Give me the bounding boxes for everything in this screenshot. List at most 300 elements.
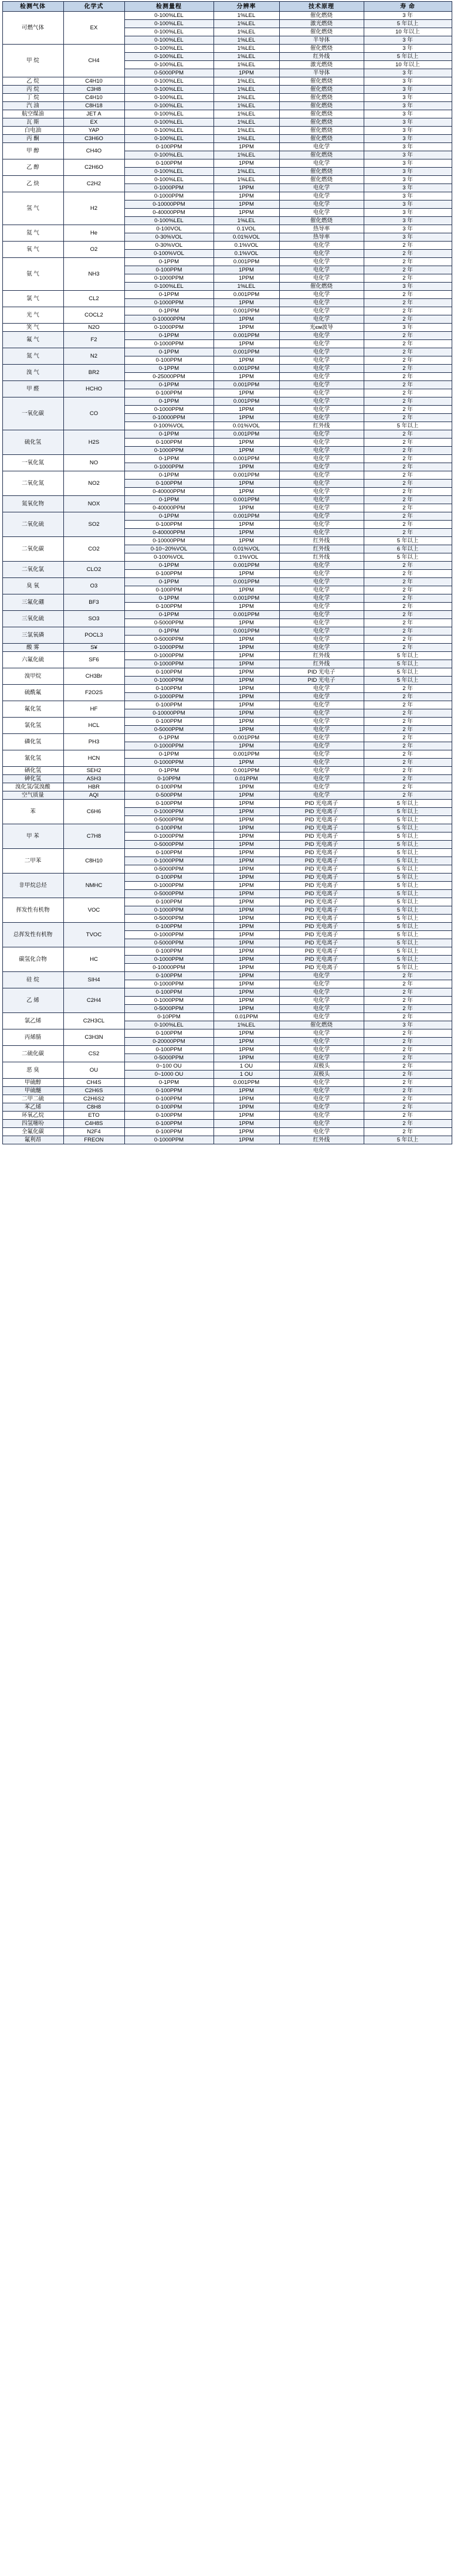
technology-cell: 电化学 <box>279 570 364 578</box>
detection-range-cell: 0-5000PPM <box>124 69 214 77</box>
life-cell: 2 年 <box>364 1013 452 1021</box>
detection-range-cell: 0-10PPM <box>124 1013 214 1021</box>
life-cell: 10 年以上 <box>364 28 452 36</box>
detection-range-cell: 0-5000PPM <box>124 1005 214 1013</box>
resolution-cell: 1PPM <box>214 340 279 348</box>
life-cell: 2 年 <box>364 1103 452 1112</box>
life-cell: 2 年 <box>364 488 452 496</box>
detection-range-cell: 0-1000PPM <box>124 759 214 767</box>
life-cell: 2 年 <box>364 430 452 439</box>
life-cell: 2 年 <box>364 791 452 800</box>
chemical-formula-cell: NOX <box>63 496 124 512</box>
life-cell: 5 年以上 <box>364 923 452 931</box>
resolution-cell: 1PPM <box>214 480 279 488</box>
resolution-cell: 0.1%VOL <box>214 553 279 562</box>
gas-name-cell: 三氟化硼 <box>2 594 63 611</box>
detection-range-cell: 0-5000PPM <box>124 619 214 627</box>
detection-range-cell: 0-1PPM <box>124 291 214 299</box>
technology-cell: 电化学 <box>279 332 364 340</box>
detection-range-cell: 0-100PPM <box>124 800 214 808</box>
technology-cell: 电化学 <box>279 1128 364 1136</box>
resolution-cell: 1PPM <box>214 315 279 324</box>
detection-range-cell: 0-10PPM <box>124 775 214 783</box>
gas-name-cell: 氯乙烯 <box>2 1013 63 1029</box>
technology-cell: 半导体 <box>279 69 364 77</box>
technology-cell: 光єм波导 <box>279 324 364 332</box>
table-row <box>2 988 452 997</box>
technology-cell: 电化学 <box>279 480 364 488</box>
technology-cell: 催化燃烧 <box>279 28 364 36</box>
life-cell: 5 年以上 <box>364 53 452 61</box>
gas-detection-table-page <box>0 1 454 1144</box>
gas-name-cell: 可燃气体 <box>2 12 63 45</box>
table-header-row <box>2 2 452 12</box>
gas-name-cell: 氯化氢 <box>2 718 63 734</box>
detection-range-cell: 0-1000PPM <box>124 1136 214 1144</box>
table-row <box>2 159 452 168</box>
life-cell: 5 年以上 <box>364 898 452 906</box>
detection-range-cell: 0-1PPM <box>124 627 214 635</box>
resolution-cell: 1PPM <box>214 1112 279 1120</box>
resolution-cell: 1PPM <box>214 874 279 882</box>
chemical-formula-cell: CLO2 <box>63 562 124 578</box>
gas-name-cell: 六氟化硫 <box>2 652 63 668</box>
detection-range-cell: 0-100%LEL <box>124 217 214 225</box>
detection-range-cell: 0-1PPM <box>124 381 214 389</box>
detection-range-cell: 0-1000PPM <box>124 956 214 964</box>
life-cell: 3 年 <box>364 200 452 209</box>
detection-range-cell: 0-100PPM <box>124 586 214 594</box>
technology-cell: 电化学 <box>279 775 364 783</box>
gas-name-cell: 一氧化氮 <box>2 455 63 471</box>
life-cell: 5 年以上 <box>364 537 452 545</box>
detection-range-cell: 0-1000PPM <box>124 980 214 988</box>
life-cell: 2 年 <box>364 274 452 283</box>
chemical-formula-cell: O2 <box>63 242 124 258</box>
technology-cell: 电化学 <box>279 734 364 742</box>
gas-name-cell: 甲 醛 <box>2 381 63 397</box>
resolution-cell: 1%LEL <box>214 168 279 176</box>
technology-cell: 双极头 <box>279 1062 364 1070</box>
resolution-cell: 1PPM <box>214 939 279 947</box>
chemical-formula-cell: He <box>63 225 124 242</box>
chemical-formula-cell: O3 <box>63 578 124 594</box>
life-cell: 2 年 <box>364 414 452 422</box>
detection-range-cell: 0-100PPM <box>124 718 214 726</box>
technology-cell: 电化学 <box>279 315 364 324</box>
gas-name-cell: 乙 烷 <box>2 77 63 86</box>
gas-name-cell: 酸 雾 <box>2 644 63 652</box>
life-cell: 5 年以上 <box>364 906 452 915</box>
resolution-cell: 1PPM <box>214 898 279 906</box>
life-cell: 2 年 <box>364 439 452 447</box>
life-cell: 5 年以上 <box>364 832 452 841</box>
table-row <box>2 537 452 545</box>
technology-cell: 热导率 <box>279 233 364 242</box>
technology-cell: 电化学 <box>279 759 364 767</box>
chemical-formula-cell: HCL <box>63 718 124 734</box>
resolution-cell: 0.001PPM <box>214 430 279 439</box>
life-cell: 2 年 <box>364 619 452 627</box>
resolution-cell: 1%LEL <box>214 151 279 159</box>
detection-range-cell: 0-100PPM <box>124 159 214 168</box>
technology-cell: PID 光电离子 <box>279 816 364 824</box>
detection-range-cell: 0-100%LEL <box>124 168 214 176</box>
life-cell: 2 年 <box>364 1120 452 1128</box>
technology-cell: 催化燃烧 <box>279 110 364 118</box>
resolution-cell: 0.001PPM <box>214 381 279 389</box>
resolution-cell: 0.001PPM <box>214 258 279 266</box>
resolution-cell: 0.001PPM <box>214 397 279 406</box>
resolution-cell: 1PPM <box>214 800 279 808</box>
detection-range-cell: 0-10000PPM <box>124 709 214 718</box>
life-cell: 5 年以上 <box>364 816 452 824</box>
chemical-formula-cell: C8H8 <box>63 1103 124 1112</box>
technology-cell: 电化学 <box>279 988 364 997</box>
chemical-formula-cell: C4H8S <box>63 1120 124 1128</box>
detection-range-cell: 0-10000PPM <box>124 200 214 209</box>
technology-cell: PID 光电离子 <box>279 939 364 947</box>
table-row <box>2 972 452 980</box>
detection-range-cell: 0-1000PPM <box>124 693 214 701</box>
chemical-formula-cell: SO3 <box>63 611 124 627</box>
life-cell: 2 年 <box>364 611 452 619</box>
resolution-cell: 1PPM <box>214 406 279 414</box>
technology-cell: 催化燃烧 <box>279 45 364 53</box>
table-row <box>2 1095 452 1103</box>
detection-range-cell: 0-100PPM <box>124 923 214 931</box>
detection-range-cell: 0-1PPM <box>124 611 214 619</box>
life-cell: 5 年以上 <box>364 808 452 816</box>
detection-range-cell: 0-1PPM <box>124 562 214 570</box>
detection-range-cell: 0-10000PPM <box>124 414 214 422</box>
technology-cell: 电化学 <box>279 496 364 504</box>
life-cell: 2 年 <box>364 726 452 734</box>
detection-range-cell: 0-5000PPM <box>124 635 214 644</box>
resolution-cell: 1PPM <box>214 947 279 956</box>
technology-cell: 红外线 <box>279 660 364 668</box>
detection-range-cell: 0-1PPM <box>124 512 214 521</box>
life-cell: 5 年以上 <box>364 660 452 668</box>
gas-name-cell: 磷化氢 <box>2 734 63 750</box>
life-cell: 2 年 <box>364 1029 452 1038</box>
life-cell: 2 年 <box>364 1112 452 1120</box>
life-cell: 2 年 <box>364 1070 452 1079</box>
chemical-formula-cell: YAP <box>63 127 124 135</box>
technology-cell: 催化燃烧 <box>279 1021 364 1029</box>
technology-cell: 电化学 <box>279 1112 364 1120</box>
detection-range-cell: 0-5000PPM <box>124 915 214 923</box>
detection-range-cell: 0-5000PPM <box>124 726 214 734</box>
detection-range-cell: 0-100%LEL <box>124 77 214 86</box>
gas-name-cell: 溴化氢/氢溴酸 <box>2 783 63 791</box>
gas-name-cell: 甲 烷 <box>2 45 63 77</box>
resolution-cell: 1PPM <box>214 1005 279 1013</box>
gas-name-cell: 恶 臭 <box>2 1062 63 1079</box>
resolution-cell: 1%LEL <box>214 135 279 143</box>
table-row <box>2 143 452 151</box>
detection-range-cell: 0-100%LEL <box>124 86 214 94</box>
detection-range-cell: 0-1000PPM <box>124 340 214 348</box>
detection-range-cell: 0-100PPM <box>124 988 214 997</box>
technology-cell: 电化学 <box>279 439 364 447</box>
table-row <box>2 192 452 200</box>
resolution-cell: 0.001PPM <box>214 455 279 463</box>
detection-range-cell: 0-100PPM <box>124 1120 214 1128</box>
table-row <box>2 102 452 110</box>
life-cell: 2 年 <box>364 242 452 250</box>
life-cell: 2 年 <box>364 381 452 389</box>
resolution-cell: 1%LEL <box>214 102 279 110</box>
chemical-formula-cell: C2H3CL <box>63 1013 124 1029</box>
technology-cell: 红外线 <box>279 545 364 553</box>
chemical-formula-cell: C4H10 <box>63 94 124 102</box>
technology-cell: 电化学 <box>279 980 364 988</box>
resolution-cell: 1PPM <box>214 988 279 997</box>
technology-cell: 电化学 <box>279 586 364 594</box>
table-row <box>2 118 452 127</box>
resolution-cell: 1PPM <box>214 1128 279 1136</box>
life-cell: 5 年以上 <box>364 964 452 972</box>
life-cell: 2 年 <box>364 1054 452 1062</box>
technology-cell: 催化燃烧 <box>279 176 364 184</box>
resolution-cell: 1PPM <box>214 824 279 832</box>
life-cell: 5 年以上 <box>364 20 452 28</box>
technology-cell: 催化燃烧 <box>279 283 364 291</box>
technology-cell: PID 光电离子 <box>279 824 364 832</box>
detection-range-cell: 0-10~20%VOL <box>124 545 214 553</box>
technology-cell: PID 光电离子 <box>279 915 364 923</box>
life-cell: 5 年以上 <box>364 422 452 430</box>
resolution-cell: 1PPM <box>214 906 279 915</box>
resolution-cell: 1PPM <box>214 1029 279 1038</box>
life-cell: 2 年 <box>364 709 452 718</box>
gas-name-cell: 丙 烷 <box>2 86 63 94</box>
resolution-cell: 1PPM <box>214 414 279 422</box>
technology-cell: 电化学 <box>279 258 364 266</box>
detection-range-cell: 0-1000PPM <box>124 857 214 865</box>
life-cell: 5 年以上 <box>364 939 452 947</box>
technology-cell: 电化学 <box>279 1120 364 1128</box>
technology-cell: 红外线 <box>279 537 364 545</box>
life-cell: 2 年 <box>364 365 452 373</box>
table-row <box>2 324 452 332</box>
life-cell: 2 年 <box>364 1062 452 1070</box>
technology-cell: PID 光电离子 <box>279 947 364 956</box>
life-cell: 2 年 <box>364 603 452 611</box>
detection-range-cell: 0-100%LEL <box>124 61 214 69</box>
detection-range-cell: 0-25000PPM <box>124 373 214 381</box>
resolution-cell: 1PPM <box>214 619 279 627</box>
technology-cell: 催化燃烧 <box>279 135 364 143</box>
technology-cell: 电化学 <box>279 718 364 726</box>
gas-name-cell: 硒化氢 <box>2 767 63 775</box>
technology-cell: PID 光电离子 <box>279 956 364 964</box>
resolution-cell: 1%LEL <box>214 110 279 118</box>
resolution-cell: 1PPM <box>214 488 279 496</box>
life-cell: 2 年 <box>364 718 452 726</box>
life-cell: 10 年以上 <box>364 61 452 69</box>
gas-name-cell: 二氧化氯 <box>2 562 63 578</box>
technology-cell: 催化燃烧 <box>279 86 364 94</box>
life-cell: 2 年 <box>364 471 452 480</box>
technology-cell: 电化学 <box>279 701 364 709</box>
table-row <box>2 1079 452 1087</box>
life-cell: 5 年以上 <box>364 915 452 923</box>
detection-range-cell: 0-1000PPM <box>124 299 214 307</box>
resolution-cell: 0.001PPM <box>214 734 279 742</box>
life-cell: 5 年以上 <box>364 668 452 677</box>
gas-name-cell: 一氧化碳 <box>2 397 63 430</box>
detection-range-cell: 0-100PPM <box>124 1046 214 1054</box>
technology-cell: 电化学 <box>279 1054 364 1062</box>
resolution-cell: 1PPM <box>214 570 279 578</box>
life-cell: 3 年 <box>364 118 452 127</box>
resolution-cell: 1PPM <box>214 143 279 151</box>
technology-cell: 激光燃烧 <box>279 20 364 28</box>
technology-cell: 电化学 <box>279 266 364 274</box>
detection-range-cell: 0-1PPM <box>124 307 214 315</box>
technology-cell: 半导体 <box>279 36 364 45</box>
detection-range-cell: 0-1000PPM <box>124 463 214 471</box>
resolution-cell: 1PPM <box>214 447 279 455</box>
life-cell: 2 年 <box>364 1005 452 1013</box>
resolution-cell: 1PPM <box>214 463 279 471</box>
technology-cell: 电化学 <box>279 389 364 397</box>
detection-range-cell: 0-500PPM <box>124 791 214 800</box>
technology-cell: 催化燃烧 <box>279 94 364 102</box>
gas-name-cell: 氟 气 <box>2 332 63 348</box>
table-row <box>2 1112 452 1120</box>
resolution-cell: 1PPM <box>214 832 279 841</box>
table-row <box>2 225 452 233</box>
technology-cell: 电化学 <box>279 512 364 521</box>
table-row <box>2 947 452 956</box>
life-cell: 2 年 <box>364 562 452 570</box>
gas-name-cell: 氟化氢 <box>2 701 63 718</box>
detection-range-cell: 0-1000PPM <box>124 447 214 455</box>
gas-name-cell: 二硫化碳 <box>2 1046 63 1062</box>
life-cell: 2 年 <box>364 356 452 365</box>
resolution-cell: 0.001PPM <box>214 365 279 373</box>
resolution-cell: 1%LEL <box>214 28 279 36</box>
resolution-cell: 1 OU <box>214 1062 279 1070</box>
chemical-formula-cell: NO2 <box>63 471 124 496</box>
resolution-cell: 0.001PPM <box>214 1079 279 1087</box>
gas-name-cell: 氯 气 <box>2 291 63 307</box>
resolution-cell: 1%LEL <box>214 12 279 20</box>
life-cell: 5 年以上 <box>364 956 452 964</box>
life-cell: 3 年 <box>364 94 452 102</box>
technology-cell: 电化学 <box>279 750 364 759</box>
resolution-cell: 1PPM <box>214 980 279 988</box>
table-row <box>2 291 452 299</box>
resolution-cell: 1PPM <box>214 200 279 209</box>
chemical-formula-cell: C4H10 <box>63 77 124 86</box>
gas-name-cell: 三氧化硫 <box>2 611 63 627</box>
detection-range-cell: 0-100PPM <box>124 874 214 882</box>
gas-name-cell: 三氯氧磷 <box>2 627 63 644</box>
detection-range-cell: 0-1PPM <box>124 594 214 603</box>
gas-name-cell: 汽 油 <box>2 102 63 110</box>
life-cell: 2 年 <box>364 504 452 512</box>
resolution-cell: 1%LEL <box>214 86 279 94</box>
table-row <box>2 12 452 20</box>
technology-cell: 催化燃烧 <box>279 151 364 159</box>
gas-name-cell: 丁 烷 <box>2 94 63 102</box>
technology-cell: 电化学 <box>279 693 364 701</box>
chemical-formula-cell: C3H3N <box>63 1029 124 1046</box>
chemical-formula-cell: SIH4 <box>63 972 124 988</box>
resolution-cell: 1PPM <box>214 972 279 980</box>
life-cell: 2 年 <box>364 997 452 1005</box>
detection-range-cell: 0-1000PPM <box>124 406 214 414</box>
technology-cell: 激光燃烧 <box>279 61 364 69</box>
resolution-cell: 0.01%VOL <box>214 545 279 553</box>
technology-cell: 电化学 <box>279 299 364 307</box>
resolution-cell: 1PPM <box>214 956 279 964</box>
table-row <box>2 578 452 586</box>
resolution-cell: 1PPM <box>214 69 279 77</box>
technology-cell: 电化学 <box>279 627 364 635</box>
resolution-cell: 1PPM <box>214 882 279 890</box>
resolution-cell: 0.001PPM <box>214 291 279 299</box>
table-row <box>2 1120 452 1128</box>
gas-name-cell: 硫酰氟 <box>2 685 63 701</box>
chemical-formula-cell: CO2 <box>63 537 124 562</box>
chemical-formula-cell: H2 <box>63 192 124 225</box>
detection-range-cell: 0-1000PPM <box>124 274 214 283</box>
chemical-formula-cell: SEH2 <box>63 767 124 775</box>
life-cell: 2 年 <box>364 1087 452 1095</box>
technology-cell: 电化学 <box>279 742 364 750</box>
table-row <box>2 496 452 504</box>
detection-range-cell: 0-1PPM <box>124 496 214 504</box>
table-row <box>2 430 452 439</box>
gas-name-cell: 四氢噻吩 <box>2 1120 63 1128</box>
technology-cell: 电化学 <box>279 447 364 455</box>
life-cell: 3 年 <box>364 45 452 53</box>
technology-cell: 电化学 <box>279 644 364 652</box>
technology-cell: 电化学 <box>279 209 364 217</box>
chemical-formula-cell: HF <box>63 701 124 718</box>
life-cell: 5 年以上 <box>364 824 452 832</box>
technology-cell: 电化学 <box>279 430 364 439</box>
life-cell: 5 年以上 <box>364 882 452 890</box>
detection-range-cell: 0-1000PPM <box>124 660 214 668</box>
table-row <box>2 307 452 315</box>
chemical-formula-cell: EX <box>63 12 124 45</box>
resolution-cell: 1PPM <box>214 192 279 200</box>
resolution-cell: 1PPM <box>214 1136 279 1144</box>
detection-range-cell: 0-1000PPM <box>124 652 214 660</box>
chemical-formula-cell: BF3 <box>63 594 124 611</box>
detection-range-cell: 0-1000PPM <box>124 192 214 200</box>
chemical-formula-cell: CL2 <box>63 291 124 307</box>
table-row <box>2 783 452 791</box>
life-cell: 5 年以上 <box>364 857 452 865</box>
detection-range-cell: 0-1000PPM <box>124 832 214 841</box>
life-cell: 2 年 <box>364 1038 452 1046</box>
gas-name-cell: 非甲烷总烃 <box>2 874 63 898</box>
gas-name-cell: 空气质量 <box>2 791 63 800</box>
detection-range-cell: 0-1000PPM <box>124 906 214 915</box>
resolution-cell: 1PPM <box>214 1103 279 1112</box>
technology-cell: 催化燃烧 <box>279 217 364 225</box>
life-cell: 2 年 <box>364 578 452 586</box>
life-cell: 3 年 <box>364 217 452 225</box>
detection-range-cell: 0-1PPM <box>124 767 214 775</box>
